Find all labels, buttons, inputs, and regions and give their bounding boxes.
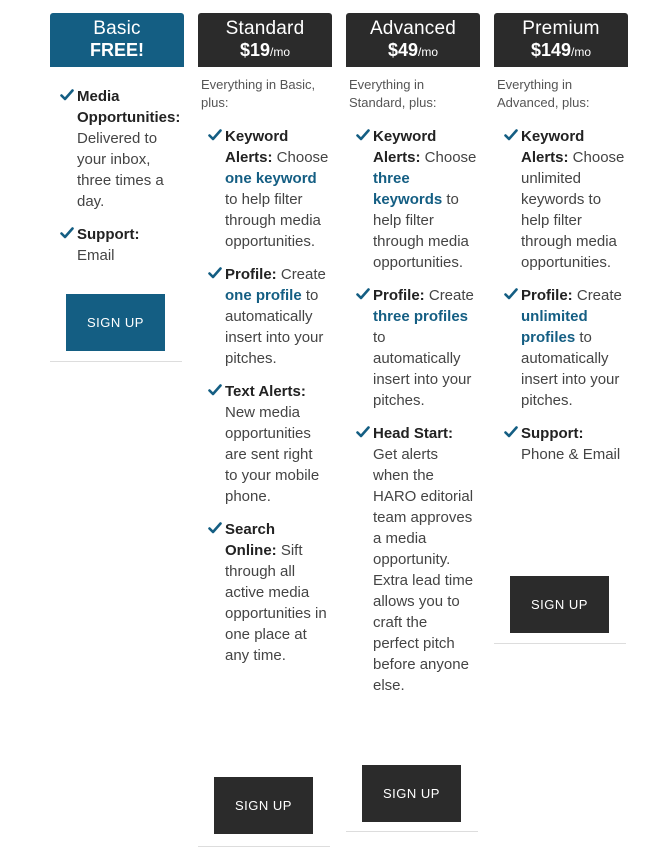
plan-name: Advanced bbox=[369, 18, 457, 39]
checkmark-icon bbox=[60, 225, 74, 239]
feature-text: to automatically insert into your pitches. bbox=[521, 329, 620, 409]
feature-title: Media Opportunities: bbox=[77, 88, 181, 126]
plan-basic bbox=[50, 13, 184, 330]
feature-profile bbox=[346, 285, 480, 411]
feature-text: Choose unlimited keywords to help filter through media opportunities. bbox=[521, 149, 625, 271]
divider bbox=[50, 361, 182, 362]
checkmark-icon bbox=[356, 286, 370, 300]
plan-premium bbox=[494, 13, 628, 612]
feature-highlight: three profiles bbox=[373, 308, 469, 325]
feature-text: Phone & Email bbox=[521, 446, 621, 463]
plan-header bbox=[50, 13, 184, 67]
feature-list bbox=[50, 86, 184, 266]
feature-highlight: one keyword bbox=[225, 170, 317, 187]
feature-list bbox=[346, 126, 480, 696]
feature-title: Profile: bbox=[373, 287, 425, 304]
plan-advanced bbox=[346, 13, 480, 801]
plan-standard bbox=[198, 13, 332, 813]
sign-up-button[interactable]: SIGN UP bbox=[362, 765, 461, 822]
feature-list bbox=[198, 126, 332, 666]
divider bbox=[494, 643, 626, 644]
checkmark-icon bbox=[208, 265, 222, 279]
feature-text: to help filter through media opportunities. bbox=[225, 191, 321, 250]
feature-text: to automatically insert into your pitches. bbox=[225, 287, 324, 367]
feature-text: to automatically insert into your pitches. bbox=[373, 329, 472, 409]
feature-title: Profile: bbox=[521, 287, 573, 304]
checkmark-icon bbox=[504, 424, 518, 438]
feature-text: Choose bbox=[272, 149, 329, 166]
feature-title: Search Online: bbox=[225, 521, 277, 559]
feature-list bbox=[494, 126, 628, 465]
feature-text: Create bbox=[572, 287, 622, 304]
feature-search-online bbox=[198, 519, 332, 666]
feature-title: Keyword Alerts: bbox=[521, 128, 585, 166]
feature-profile bbox=[198, 264, 332, 369]
plan-header bbox=[346, 13, 480, 67]
sign-up-button[interactable]: SIGN UP bbox=[66, 294, 165, 351]
divider bbox=[198, 846, 330, 847]
plan-name: Basic bbox=[93, 18, 141, 39]
feature-text: New media opportunities are sent right to your mobile phone. bbox=[225, 404, 320, 505]
feature-media-opportunities bbox=[50, 86, 184, 212]
feature-keyword-alerts bbox=[494, 126, 628, 273]
feature-keyword-alerts bbox=[198, 126, 332, 252]
checkmark-icon bbox=[208, 382, 222, 396]
plan-intro: Everything in Basic, plus: bbox=[201, 77, 316, 110]
checkmark-icon bbox=[60, 87, 74, 101]
feature-highlight: unlimited profiles bbox=[521, 308, 588, 346]
plan-name: Premium bbox=[522, 18, 600, 39]
checkmark-icon bbox=[208, 127, 222, 141]
checkmark-icon bbox=[504, 286, 518, 300]
plan-intro: Everything in Standard, plus: bbox=[349, 77, 437, 110]
feature-title: Text Alerts: bbox=[225, 383, 306, 400]
feature-support bbox=[50, 224, 184, 266]
feature-head-start bbox=[346, 423, 480, 696]
plan-header bbox=[198, 13, 332, 67]
divider bbox=[346, 831, 478, 832]
feature-text: Create bbox=[424, 287, 474, 304]
plan-header bbox=[494, 13, 628, 67]
plan-price: FREE! bbox=[90, 40, 144, 60]
checkmark-icon bbox=[356, 127, 370, 141]
feature-support bbox=[494, 423, 628, 465]
feature-text: Create bbox=[276, 266, 326, 283]
feature-title: Support: bbox=[521, 425, 584, 442]
feature-text: Get alerts when the HARO editorial team approves a media opportunity. Extra lead time allows you to craft the perfect pitch before anyone else. bbox=[373, 446, 474, 694]
feature-title: Head Start: bbox=[373, 425, 454, 442]
sign-up-button[interactable]: SIGN UP bbox=[214, 777, 313, 834]
feature-title: Support: bbox=[77, 226, 140, 243]
feature-title: Keyword Alerts: bbox=[225, 128, 289, 166]
feature-title: Keyword Alerts: bbox=[373, 128, 437, 166]
plan-intro: Everything in Advanced, plus: bbox=[497, 77, 590, 110]
feature-keyword-alerts bbox=[346, 126, 480, 273]
feature-text-alerts bbox=[198, 381, 332, 507]
checkmark-icon bbox=[504, 127, 518, 141]
plan-price: $149/mo bbox=[530, 40, 592, 60]
checkmark-icon bbox=[356, 424, 370, 438]
feature-title: Profile: bbox=[225, 266, 277, 283]
checkmark-icon bbox=[208, 520, 222, 534]
feature-profile bbox=[494, 285, 628, 411]
sign-up-button[interactable]: SIGN UP bbox=[510, 576, 609, 633]
feature-text: Choose bbox=[420, 149, 477, 166]
feature-text: Delivered to your inbox, three times a day. bbox=[77, 130, 164, 210]
feature-highlight: one profile bbox=[225, 287, 302, 304]
feature-highlight: three keywords bbox=[373, 170, 443, 208]
feature-text: to help filter through media opportunities. bbox=[373, 191, 469, 271]
plan-price: $19/mo bbox=[239, 40, 291, 60]
feature-text: Email bbox=[77, 247, 115, 264]
feature-text: Sift through all active media opportunities in one place at any time. bbox=[225, 542, 327, 664]
plan-name: Standard bbox=[225, 18, 305, 39]
plan-price: $49/mo bbox=[387, 40, 439, 60]
